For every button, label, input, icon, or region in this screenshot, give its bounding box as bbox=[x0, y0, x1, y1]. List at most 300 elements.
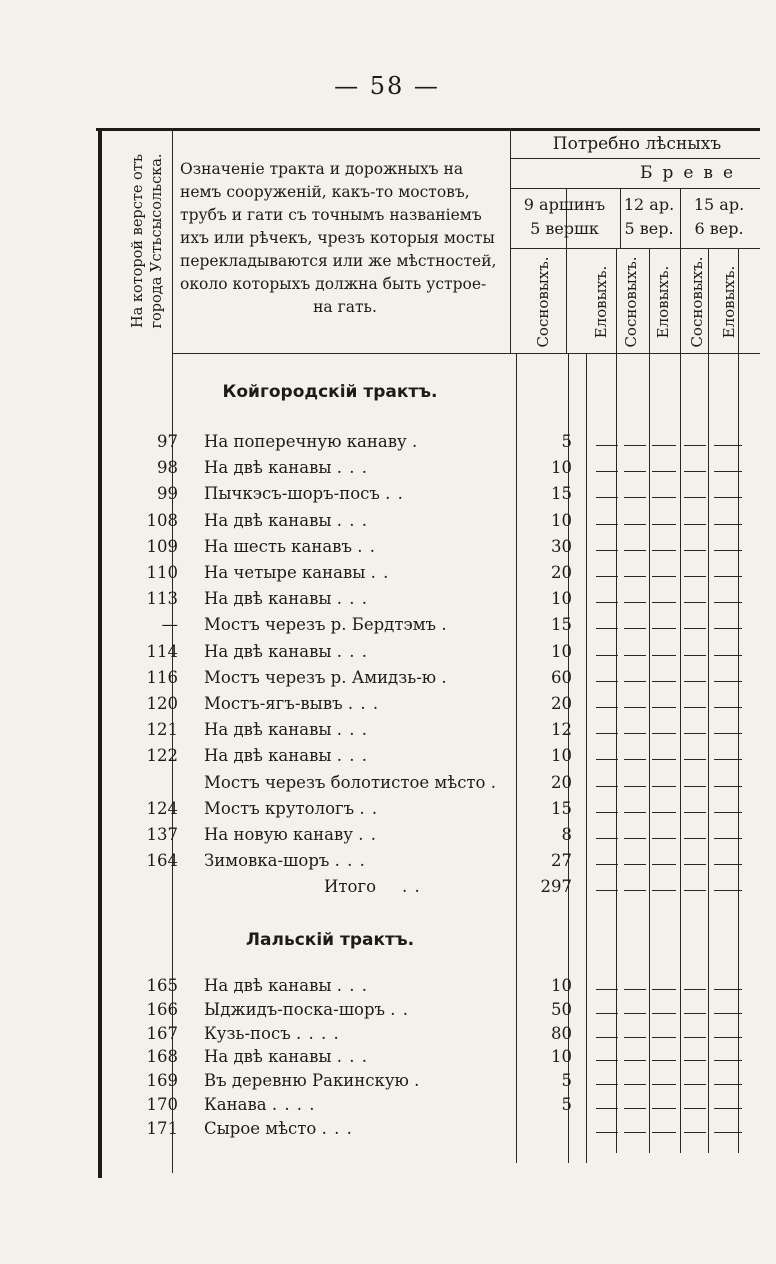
table-row bbox=[96, 484, 776, 510]
row-dots: . . bbox=[385, 484, 404, 504]
row-name bbox=[204, 746, 494, 765]
table-row bbox=[96, 668, 776, 694]
row-dash-cell bbox=[624, 576, 646, 577]
row-dash-cell bbox=[624, 786, 646, 787]
row-dash-cell bbox=[684, 1132, 706, 1133]
size-12-length: 12 ар. bbox=[623, 195, 675, 214]
row-dots: . . bbox=[358, 825, 377, 844]
header-desc-line: Означеніе тракта и дорожныхъ на bbox=[180, 160, 464, 178]
row-verst: 166 bbox=[146, 999, 178, 1019]
total-dash-cell bbox=[652, 890, 676, 891]
row-name bbox=[204, 772, 497, 792]
table-row bbox=[96, 746, 776, 772]
row-dots: . . . bbox=[336, 458, 369, 478]
total-label: Итого bbox=[324, 877, 377, 897]
row-dash-cell bbox=[652, 576, 676, 577]
row-name bbox=[204, 432, 494, 451]
row-name bbox=[204, 563, 494, 582]
row-dash-cell bbox=[684, 989, 706, 990]
row-dash-cell bbox=[714, 1108, 742, 1109]
header-desc-line: на гать. bbox=[313, 298, 377, 316]
row-dash-cell bbox=[714, 733, 742, 734]
row-name bbox=[204, 1095, 494, 1114]
row-dash-cell bbox=[714, 655, 742, 656]
row-dash-cell bbox=[652, 497, 676, 498]
table-top-rule bbox=[96, 128, 760, 131]
row-value: 8 bbox=[561, 825, 572, 844]
row-dash-cell bbox=[684, 733, 706, 734]
row-dash-cell bbox=[596, 524, 618, 525]
total-dash-cell bbox=[714, 890, 742, 891]
row-dash-cell bbox=[624, 812, 646, 813]
row-name bbox=[204, 1071, 494, 1090]
row-dash-cell bbox=[684, 864, 706, 865]
row-verst: 99 bbox=[157, 484, 178, 504]
row-dash-cell bbox=[596, 445, 618, 446]
row-name-text: На двѣ канавы bbox=[204, 976, 332, 995]
row-dash-cell bbox=[684, 550, 706, 551]
rule-under-sizes bbox=[510, 248, 760, 249]
row-value: 10 bbox=[551, 510, 572, 530]
row-verst: 97 bbox=[157, 432, 178, 451]
row-verst: 116 bbox=[146, 667, 178, 687]
total-value: 297 bbox=[540, 877, 572, 897]
row-value: 5 bbox=[561, 1071, 572, 1091]
row-dash-cell bbox=[684, 1084, 706, 1085]
row-value: 60 bbox=[551, 667, 572, 687]
row-value: 15 bbox=[551, 484, 572, 504]
row-verst: 164 bbox=[146, 851, 178, 871]
row-value: 80 bbox=[551, 1023, 572, 1043]
row-dash-cell bbox=[652, 707, 676, 708]
row-name bbox=[204, 484, 494, 503]
row-dots: . bbox=[441, 667, 448, 687]
row-dash-cell bbox=[596, 1084, 618, 1085]
header-size-9 bbox=[512, 193, 617, 241]
row-dash-cell bbox=[684, 1060, 706, 1061]
row-dots: . . . bbox=[336, 746, 369, 766]
row-dots: . . . bbox=[336, 976, 369, 995]
row-value: 27 bbox=[551, 851, 572, 871]
page-number: — 58 — bbox=[334, 72, 440, 100]
row-dash-cell bbox=[714, 576, 742, 577]
row-dots: . . . bbox=[334, 851, 366, 871]
header-verst: На которой версте отъ города Устьсысольска. bbox=[130, 153, 165, 329]
row-dash-cell bbox=[596, 1108, 618, 1109]
row-dash-cell bbox=[714, 1060, 742, 1061]
row-dash-cell bbox=[652, 864, 676, 865]
row-name bbox=[204, 668, 494, 687]
row-dash-cell bbox=[652, 628, 676, 629]
row-value: 10 bbox=[551, 1047, 572, 1067]
row-verst: 165 bbox=[146, 976, 178, 995]
row-name bbox=[204, 720, 494, 739]
row-dash-cell bbox=[596, 733, 618, 734]
row-dash-cell bbox=[596, 1060, 618, 1061]
header-description bbox=[180, 158, 510, 319]
row-dash-cell bbox=[624, 471, 646, 472]
row-dots: . bbox=[411, 432, 419, 451]
row-dots: . . . bbox=[336, 720, 369, 740]
row-dash-cell bbox=[714, 445, 742, 446]
row-name-text: Канава bbox=[204, 1095, 267, 1114]
row-dash-cell bbox=[624, 497, 646, 498]
row-name bbox=[204, 976, 494, 995]
rule-under-header bbox=[172, 353, 760, 354]
row-dash-cell bbox=[684, 497, 706, 498]
header-wood-5: Сосновыхъ. bbox=[688, 256, 706, 348]
row-dash-cell bbox=[714, 707, 742, 708]
row-dash-cell bbox=[652, 445, 676, 446]
row-dash-cell bbox=[596, 838, 618, 839]
row-value: 20 bbox=[551, 694, 572, 713]
row-verst: — bbox=[161, 615, 178, 635]
row-verst: 108 bbox=[146, 510, 178, 530]
row-name bbox=[204, 1047, 494, 1066]
header-desc-line: перекладываются или же мѣстностей, bbox=[180, 252, 497, 270]
header-wood-4: Еловыхъ. bbox=[654, 265, 672, 339]
row-value: 20 bbox=[551, 563, 572, 582]
section-title-koygorod: Койгородскій трактъ. bbox=[222, 382, 438, 402]
row-verst: 109 bbox=[146, 536, 178, 556]
row-dash-cell bbox=[684, 786, 706, 787]
row-dash-cell bbox=[714, 838, 742, 839]
size-15-length: 15 ар. bbox=[693, 195, 745, 214]
row-dash-cell bbox=[652, 681, 676, 682]
row-dash-cell bbox=[624, 1037, 646, 1038]
row-dash-cell bbox=[624, 1060, 646, 1061]
row-name bbox=[204, 615, 494, 634]
row-dash-cell bbox=[714, 524, 742, 525]
row-name bbox=[204, 1024, 494, 1043]
row-dash-cell bbox=[684, 1013, 706, 1014]
row-verst: 170 bbox=[146, 1095, 178, 1114]
row-dash-cell bbox=[624, 1132, 646, 1133]
row-dash-cell bbox=[714, 1037, 742, 1038]
header-desc-line: около которыхъ должна быть устрое- bbox=[180, 275, 487, 293]
row-name-text: Мостъ-ягъ-вывъ bbox=[204, 694, 343, 713]
row-dash-cell bbox=[652, 1013, 676, 1014]
row-verst: 121 bbox=[146, 720, 178, 740]
row-value: 50 bbox=[551, 999, 572, 1019]
row-value: 10 bbox=[551, 746, 572, 766]
row-dash-cell bbox=[652, 812, 676, 813]
row-dash-cell bbox=[684, 524, 706, 525]
row-name-text: Мостъ черезъ р. Амидзь-ю bbox=[204, 667, 437, 687]
header-verst-cell bbox=[120, 132, 176, 350]
row-dash-cell bbox=[596, 1132, 618, 1133]
row-dash-cell bbox=[652, 1108, 676, 1109]
row-verst: 114 bbox=[146, 641, 178, 661]
row-dash-cell bbox=[596, 471, 618, 472]
row-value: 10 bbox=[551, 641, 572, 661]
row-name-text: На двѣ канавы bbox=[204, 1047, 332, 1067]
row-verst: 171 bbox=[146, 1118, 178, 1138]
row-dash-cell bbox=[652, 1037, 676, 1038]
row-name-text: Ыджидъ-поска-шоръ bbox=[204, 999, 386, 1019]
row-name bbox=[204, 799, 494, 818]
rule-under-supply bbox=[510, 158, 760, 159]
row-verst: 137 bbox=[146, 825, 178, 844]
row-name-text: На двѣ канавы bbox=[204, 458, 332, 478]
row-dots: . bbox=[414, 1071, 421, 1091]
total-dash-cell bbox=[596, 890, 618, 891]
row-verst: 120 bbox=[146, 694, 178, 713]
row-name-text: На четыре канавы bbox=[204, 563, 366, 582]
row-dash-cell bbox=[596, 1037, 618, 1038]
row-verst: 169 bbox=[146, 1071, 178, 1091]
table-row bbox=[96, 1024, 776, 1050]
row-dash-cell bbox=[684, 471, 706, 472]
table-row bbox=[96, 432, 776, 458]
row-name-text: Мостъ крутологъ bbox=[204, 798, 355, 818]
row-dash-cell bbox=[596, 655, 618, 656]
row-dash-cell bbox=[596, 550, 618, 551]
table-row bbox=[96, 1000, 776, 1026]
header-wood-2: Еловыхъ. bbox=[592, 265, 610, 339]
row-dash-cell bbox=[652, 524, 676, 525]
row-name-text: Мостъ черезъ р. Бердтэмъ bbox=[204, 615, 437, 635]
row-dash-cell bbox=[652, 602, 676, 603]
row-dash-cell bbox=[624, 602, 646, 603]
row-name bbox=[204, 589, 494, 608]
table-row bbox=[96, 851, 776, 877]
row-dash-cell bbox=[714, 471, 742, 472]
row-dash-cell bbox=[596, 576, 618, 577]
row-dots: . . . bbox=[347, 694, 380, 713]
row-dash-cell bbox=[596, 864, 618, 865]
row-value: 10 bbox=[551, 589, 572, 609]
row-value: 20 bbox=[551, 772, 572, 792]
row-name-text: На двѣ канавы bbox=[204, 746, 332, 766]
row-dash-cell bbox=[714, 602, 742, 603]
row-value: 30 bbox=[551, 536, 572, 556]
row-name-text: Мостъ черезъ болотистое мѣсто bbox=[204, 772, 486, 792]
row-name bbox=[204, 825, 494, 844]
row-dash-cell bbox=[684, 1037, 706, 1038]
header-desc-line: ихъ или рѣчекъ, чрезъ которыя мосты bbox=[180, 229, 495, 247]
row-dash-cell bbox=[624, 1013, 646, 1014]
row-name-text: На двѣ канавы bbox=[204, 641, 332, 661]
row-dash-cell bbox=[624, 655, 646, 656]
row-name-text: На шесть канавъ bbox=[204, 536, 352, 556]
row-dash-cell bbox=[596, 812, 618, 813]
row-name-text: На новую канаву bbox=[204, 825, 353, 844]
table-row bbox=[96, 773, 776, 799]
row-dash-cell bbox=[714, 628, 742, 629]
row-dash-cell bbox=[624, 628, 646, 629]
header-supply: Потребно лѣсныхъ bbox=[552, 134, 722, 154]
row-dash-cell bbox=[624, 707, 646, 708]
table-row bbox=[96, 537, 776, 563]
row-name bbox=[204, 1119, 494, 1138]
row-dash-cell bbox=[652, 655, 676, 656]
row-name-text: Сырое мѣсто bbox=[204, 1118, 317, 1138]
row-dash-cell bbox=[652, 1084, 676, 1085]
row-verst: 168 bbox=[146, 1047, 178, 1067]
row-value: 10 bbox=[551, 976, 572, 995]
row-verst: 167 bbox=[146, 1023, 178, 1043]
row-dash-cell bbox=[714, 497, 742, 498]
row-dash-cell bbox=[624, 864, 646, 865]
row-dash-cell bbox=[684, 445, 706, 446]
row-dash-cell bbox=[684, 655, 706, 656]
row-name bbox=[204, 511, 494, 530]
row-dash-cell bbox=[684, 576, 706, 577]
row-dash-cell bbox=[652, 786, 676, 787]
row-name-text: На двѣ канавы bbox=[204, 510, 332, 530]
total-dots: . . bbox=[402, 877, 421, 897]
row-dots: . . bbox=[359, 798, 379, 818]
row-dots: . . . bbox=[336, 1047, 369, 1067]
row-dots: . . . bbox=[321, 1118, 353, 1138]
row-dash-cell bbox=[596, 681, 618, 682]
header-wood-1: Сосновыхъ. bbox=[534, 256, 552, 348]
row-dash-cell bbox=[652, 733, 676, 734]
row-dash-cell bbox=[596, 989, 618, 990]
table-row bbox=[96, 615, 776, 641]
row-dash-cell bbox=[596, 1013, 618, 1014]
row-dash-cell bbox=[684, 628, 706, 629]
row-name-text: Кузь-посъ bbox=[204, 1023, 291, 1043]
row-name bbox=[204, 694, 494, 713]
rule-under-brevno bbox=[510, 188, 760, 189]
table-row bbox=[96, 511, 776, 537]
row-dash-cell bbox=[624, 1084, 646, 1085]
row-dots: . . . bbox=[336, 641, 369, 661]
row-dash-cell bbox=[596, 497, 618, 498]
size-9-length: 9 аршинъ bbox=[523, 195, 606, 214]
row-dash-cell bbox=[652, 550, 676, 551]
header-size-15 bbox=[682, 193, 756, 241]
row-value: 15 bbox=[551, 615, 572, 635]
row-verst: 122 bbox=[146, 746, 178, 766]
row-dash-cell bbox=[714, 786, 742, 787]
row-name-text: Пычкэсъ-шоръ-посъ bbox=[204, 484, 380, 504]
row-dash-cell bbox=[624, 550, 646, 551]
row-value: 12 bbox=[551, 720, 572, 740]
total-dash-cell bbox=[624, 890, 646, 891]
row-dash-cell bbox=[714, 1013, 742, 1014]
rule-after-desc-head bbox=[510, 128, 511, 353]
size-9-width: 5 вершк bbox=[530, 219, 599, 238]
row-dash-cell bbox=[684, 681, 706, 682]
table-row bbox=[96, 1071, 776, 1097]
row-dash-cell bbox=[652, 759, 676, 760]
table-row bbox=[96, 642, 776, 668]
row-dash-cell bbox=[652, 471, 676, 472]
table-row bbox=[96, 1047, 776, 1073]
table-row bbox=[96, 458, 776, 484]
row-verst: 98 bbox=[157, 458, 178, 478]
table-row bbox=[96, 799, 776, 825]
table-row bbox=[96, 1119, 776, 1145]
row-dash-cell bbox=[714, 1132, 742, 1133]
section-title-lalsk: Лальскій трактъ. bbox=[245, 930, 415, 950]
header-wood-3: Сосновыхъ. bbox=[622, 256, 640, 348]
row-dash-cell bbox=[714, 550, 742, 551]
row-name bbox=[204, 537, 494, 556]
header-desc-line: трубъ и гати съ точнымъ названіемъ bbox=[180, 206, 482, 224]
row-dash-cell bbox=[624, 759, 646, 760]
row-dash-cell bbox=[624, 733, 646, 734]
table-row bbox=[96, 1095, 776, 1121]
row-dash-cell bbox=[624, 989, 646, 990]
row-dots: . bbox=[490, 772, 497, 792]
row-name bbox=[204, 1000, 494, 1019]
row-dash-cell bbox=[596, 759, 618, 760]
row-dash-cell bbox=[624, 1108, 646, 1109]
row-dots: . . bbox=[370, 563, 390, 582]
row-dots: . . bbox=[357, 536, 376, 556]
row-name bbox=[204, 458, 494, 477]
header-wood-6: Еловыхъ. bbox=[720, 265, 738, 339]
total-row bbox=[96, 877, 776, 903]
header-desc-line: немъ сооруженій, какъ-то мостовъ, bbox=[180, 183, 470, 201]
row-dash-cell bbox=[714, 1084, 742, 1085]
row-dash-cell bbox=[596, 628, 618, 629]
row-dash-cell bbox=[684, 838, 706, 839]
row-dash-cell bbox=[624, 838, 646, 839]
row-value: 5 bbox=[561, 1095, 572, 1114]
row-dash-cell bbox=[652, 1132, 676, 1133]
row-dots: . . . . bbox=[271, 1095, 316, 1114]
row-verst: 113 bbox=[146, 589, 178, 609]
row-dash-cell bbox=[596, 602, 618, 603]
row-name-text: На двѣ канавы bbox=[204, 589, 332, 609]
header-brevno: Бреве bbox=[640, 163, 744, 183]
row-dash-cell bbox=[714, 759, 742, 760]
row-dash-cell bbox=[714, 989, 742, 990]
row-name-text: На двѣ канавы bbox=[204, 720, 332, 740]
row-dots: . . bbox=[390, 999, 410, 1019]
header-size-12 bbox=[618, 193, 680, 241]
row-dash-cell bbox=[596, 786, 618, 787]
table-row bbox=[96, 694, 776, 720]
row-name-text: Въ деревню Ракинскую bbox=[204, 1071, 409, 1091]
table-row bbox=[96, 825, 776, 851]
row-value: 10 bbox=[551, 458, 572, 478]
row-name bbox=[204, 642, 494, 661]
row-dash-cell bbox=[684, 602, 706, 603]
table-row bbox=[96, 589, 776, 615]
table-row bbox=[96, 563, 776, 589]
row-dash-cell bbox=[624, 524, 646, 525]
row-verst: 110 bbox=[146, 563, 178, 582]
total-dash-cell bbox=[684, 890, 706, 891]
row-dots: . . . bbox=[336, 510, 369, 530]
row-dash-cell bbox=[714, 812, 742, 813]
row-dash-cell bbox=[684, 1108, 706, 1109]
row-dash-cell bbox=[714, 864, 742, 865]
row-dash-cell bbox=[652, 1060, 676, 1061]
table-row bbox=[96, 720, 776, 746]
row-name bbox=[204, 851, 494, 870]
row-name-text: На поперечную канаву bbox=[204, 432, 407, 451]
row-dash-cell bbox=[684, 707, 706, 708]
row-dots: . . . . bbox=[295, 1023, 340, 1043]
row-name-text: Зимовка-шоръ bbox=[204, 851, 330, 871]
row-dash-cell bbox=[624, 681, 646, 682]
row-dash-cell bbox=[684, 812, 706, 813]
row-dash-cell bbox=[596, 707, 618, 708]
size-15-width: 6 вер. bbox=[694, 219, 744, 238]
row-dots: . bbox=[441, 615, 448, 635]
row-verst: 124 bbox=[146, 798, 178, 818]
row-value: 15 bbox=[551, 798, 572, 818]
row-dash-cell bbox=[684, 759, 706, 760]
row-dash-cell bbox=[714, 681, 742, 682]
